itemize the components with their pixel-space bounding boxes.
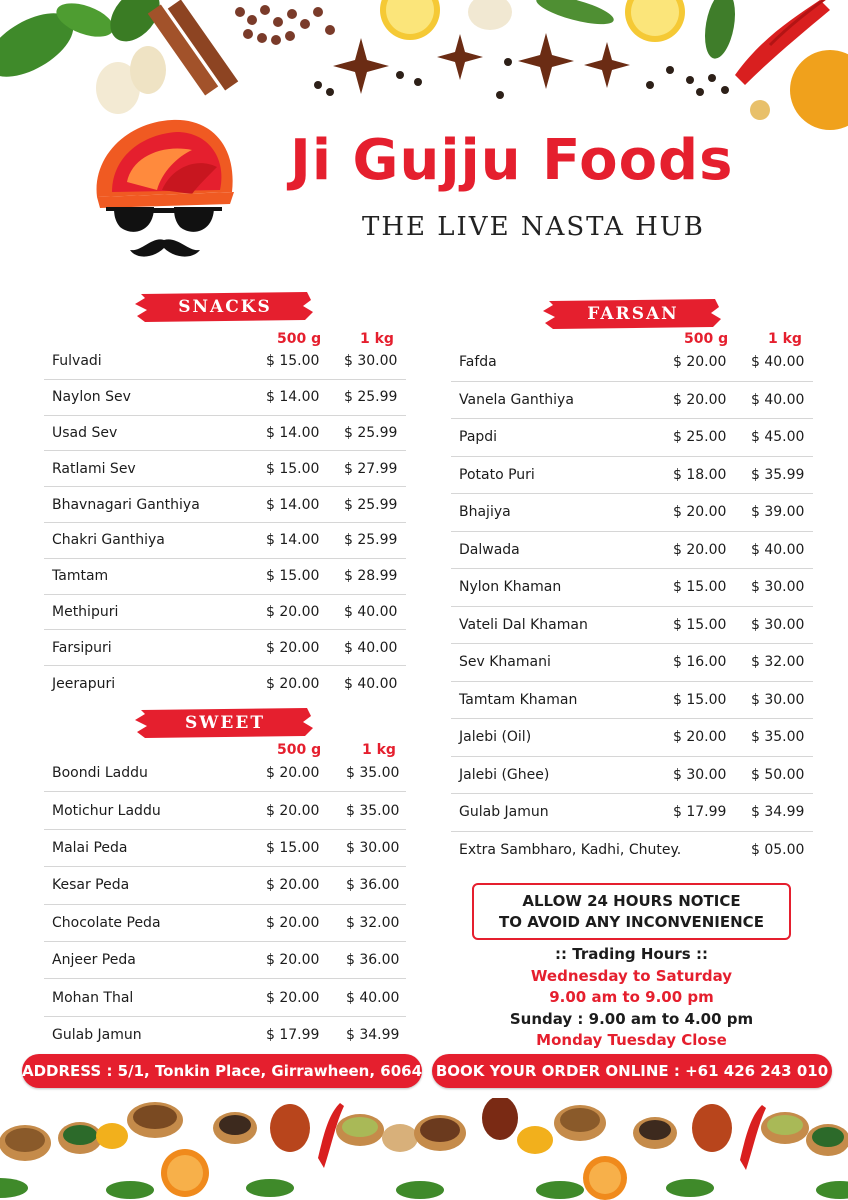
price-1kg: $ 30.00 (751, 579, 805, 596)
farsan-item-row (451, 532, 813, 570)
hours-title: :: Trading Hours :: (555, 945, 708, 963)
snacks-item-row (44, 666, 406, 702)
item-name: Farsipuri (52, 639, 112, 656)
turban-sunglasses-mustache-logo (92, 112, 242, 267)
price-500g: $ 30.00 (673, 766, 727, 783)
price-1kg: $ 40.00 (346, 989, 400, 1006)
price-500g: $ 20.00 (266, 765, 320, 782)
item-name: Bhajiya (459, 504, 511, 521)
price-1kg: $ 05.00 (751, 842, 805, 859)
hours-time: 9.00 am to 9.00 pm (549, 988, 714, 1006)
price-1kg: $ 32.00 (751, 654, 805, 671)
item-name: Gulab Jamun (459, 804, 549, 821)
sweet-title: SWEET (185, 713, 265, 733)
price-500g: $ 20.00 (266, 914, 320, 931)
sweet-item-row (44, 979, 406, 1016)
item-name: Tamtam Khaman (459, 691, 578, 708)
farsan-item-row (451, 344, 813, 382)
price-500g: $ 20.00 (673, 354, 727, 371)
item-name: Kesar Peda (52, 877, 130, 894)
item-name: Gulab Jamun (52, 1027, 142, 1044)
item-name: Naylon Sev (52, 389, 131, 406)
farsan-item-row (451, 832, 813, 870)
snacks-item-row (44, 451, 406, 487)
farsan-item-row (451, 569, 813, 607)
sweet-item-row (44, 830, 406, 867)
price-1kg: $ 35.99 (751, 466, 805, 483)
snacks-item-row (44, 344, 406, 380)
price-500g: $ 15.00 (673, 579, 727, 596)
snacks-col-1kg: 1 kg (360, 331, 394, 347)
farsan-item-row (451, 757, 813, 795)
notice-line-2: TO AVOID ANY INCONVENIENCE (499, 912, 764, 931)
price-1kg: $ 30.00 (751, 691, 805, 708)
price-1kg: $ 30.00 (344, 353, 398, 370)
snacks-section-header (135, 290, 315, 324)
price-1kg: $ 34.99 (751, 804, 805, 821)
price-500g: $ 20.00 (673, 391, 727, 408)
price-500g: $ 15.00 (266, 460, 320, 477)
price-500g: $ 14.00 (266, 389, 320, 406)
item-name: Usad Sev (52, 424, 118, 441)
item-name: Ratlami Sev (52, 460, 136, 477)
farsan-item-row (451, 494, 813, 532)
price-500g: $ 20.00 (266, 639, 320, 656)
price-500g: $ 20.00 (266, 802, 320, 819)
price-1kg: $ 25.99 (344, 496, 398, 513)
price-1kg: $ 25.99 (344, 424, 398, 441)
price-500g: $ 20.00 (266, 952, 320, 969)
price-500g: $ 20.00 (266, 877, 320, 894)
price-500g: $ 20.00 (266, 989, 320, 1006)
snacks-item-row (44, 487, 406, 523)
item-name: Extra Sambharo, Kadhi, Chutey. (459, 842, 682, 859)
item-name: Fulvadi (52, 353, 102, 370)
item-name: Sev Khamani (459, 654, 551, 671)
price-1kg: $ 36.00 (346, 877, 400, 894)
snacks-menu (44, 344, 406, 702)
price-1kg: $ 35.00 (346, 765, 400, 782)
snacks-col-500g: 500 g (277, 331, 322, 347)
sweet-section-header (135, 706, 315, 740)
item-name: Jalebi (Ghee) (459, 766, 550, 783)
snacks-item-row (44, 523, 406, 559)
sweet-item-row (44, 867, 406, 904)
price-500g: $ 20.00 (266, 676, 320, 693)
spice-spoons-decor (0, 1098, 848, 1200)
sweet-col-1kg: 1 kg (362, 742, 396, 758)
price-500g: $ 17.99 (673, 804, 727, 821)
item-name: Malai Peda (52, 839, 128, 856)
item-name: Bhavnagari Ganthiya (52, 496, 200, 513)
item-name: Jeerapuri (52, 676, 116, 693)
farsan-title: FARSAN (587, 304, 679, 324)
item-name: Mohan Thal (52, 989, 134, 1006)
price-500g: $ 25.00 (673, 429, 727, 446)
sweet-item-row (44, 1017, 406, 1054)
item-name: Dalwada (459, 541, 520, 558)
farsan-item-row (451, 682, 813, 720)
price-500g: $ 18.00 (673, 466, 727, 483)
farsan-item-row (451, 382, 813, 420)
farsan-section-header (543, 297, 723, 331)
price-1kg: $ 40.00 (344, 639, 398, 656)
price-1kg: $ 39.00 (751, 504, 805, 521)
price-1kg: $ 25.99 (344, 532, 398, 549)
spices-decor-top (0, 0, 848, 130)
item-name: Chocolate Peda (52, 914, 161, 931)
price-500g: $ 20.00 (673, 504, 727, 521)
price-500g: $ 16.00 (673, 654, 727, 671)
price-1kg: $ 34.99 (346, 1027, 400, 1044)
price-500g: $ 14.00 (266, 532, 320, 549)
price-500g: $ 17.99 (266, 1027, 320, 1044)
snacks-item-row (44, 595, 406, 631)
snacks-item-row (44, 380, 406, 416)
price-1kg: $ 30.00 (751, 616, 805, 633)
sweet-menu (44, 755, 406, 1054)
item-name: Papdi (459, 429, 498, 446)
item-name: Motichur Laddu (52, 802, 161, 819)
address-pill: ADDRESS : 5/1, Tonkin Place, Girrawheen, 6064 (22, 1054, 422, 1088)
item-name: Methipuri (52, 603, 119, 620)
price-1kg: $ 35.00 (751, 729, 805, 746)
farsan-item-row (451, 419, 813, 457)
item-name: Chakri Ganthiya (52, 532, 165, 549)
item-name: Boondi Laddu (52, 765, 148, 782)
item-name: Tamtam (52, 568, 109, 585)
book-online-pill[interactable]: BOOK YOUR ORDER ONLINE : +61 426 243 010 (432, 1054, 832, 1088)
price-1kg: $ 40.00 (344, 676, 398, 693)
item-name: Anjeer Peda (52, 952, 136, 969)
item-name: Nylon Khaman (459, 579, 562, 596)
farsan-item-row (451, 719, 813, 757)
price-1kg: $ 28.99 (344, 568, 398, 585)
price-1kg: $ 40.00 (751, 391, 805, 408)
price-1kg: $ 45.00 (751, 429, 805, 446)
sweet-item-row (44, 905, 406, 942)
notice-box (472, 883, 791, 940)
sweet-item-row (44, 755, 406, 792)
price-500g: $ 14.00 (266, 496, 320, 513)
item-name: Jalebi (Oil) (459, 729, 532, 746)
price-1kg: $ 40.00 (751, 541, 805, 558)
price-500g: $ 15.00 (673, 616, 727, 633)
item-name: Potato Puri (459, 466, 535, 483)
item-name: Vanela Ganthiya (459, 391, 574, 408)
snacks-item-row (44, 416, 406, 452)
sweet-item-row (44, 942, 406, 979)
price-500g: $ 14.00 (266, 424, 320, 441)
snacks-item-row (44, 630, 406, 666)
price-1kg: $ 32.00 (346, 914, 400, 931)
item-name: Fafda (459, 354, 497, 371)
farsan-item-row (451, 457, 813, 495)
price-500g: $ 15.00 (266, 353, 320, 370)
price-1kg: $ 40.00 (751, 354, 805, 371)
price-1kg: $ 35.00 (346, 802, 400, 819)
price-500g: $ 20.00 (673, 541, 727, 558)
item-name: Vateli Dal Khaman (459, 616, 588, 633)
notice-line-1: ALLOW 24 HOURS NOTICE (522, 891, 741, 910)
price-1kg: $ 36.00 (346, 952, 400, 969)
farsan-item-row (451, 644, 813, 682)
farsan-item-row (451, 794, 813, 832)
price-1kg: $ 50.00 (751, 766, 805, 783)
hours-closed: Monday Tuesday Close (536, 1031, 727, 1049)
snacks-title: SNACKS (178, 297, 272, 317)
sweet-col-500g: 500 g (277, 742, 322, 758)
snacks-item-row (44, 559, 406, 595)
brand-title: Ji Gujju Foods (290, 128, 734, 193)
price-500g: $ 20.00 (673, 729, 727, 746)
sweet-item-row (44, 792, 406, 829)
price-500g: $ 15.00 (266, 839, 320, 856)
farsan-col-1kg: 1 kg (768, 331, 802, 347)
price-1kg: $ 30.00 (346, 839, 400, 856)
brand-tagline: THE LIVE NASTA HUB (362, 212, 705, 242)
hours-sunday: Sunday : 9.00 am to 4.00 pm (509, 1009, 754, 1028)
price-1kg: $ 27.99 (344, 460, 398, 477)
hours-days: Wednesday to Saturday (530, 966, 733, 985)
farsan-col-500g: 500 g (684, 331, 729, 347)
price-1kg: $ 25.99 (344, 389, 398, 406)
price-1kg: $ 40.00 (344, 603, 398, 620)
farsan-menu (451, 344, 813, 869)
price-500g: $ 20.00 (266, 603, 320, 620)
trading-hours (472, 944, 791, 1052)
price-500g: $ 15.00 (266, 568, 320, 585)
farsan-item-row (451, 607, 813, 645)
price-500g: $ 15.00 (673, 691, 727, 708)
